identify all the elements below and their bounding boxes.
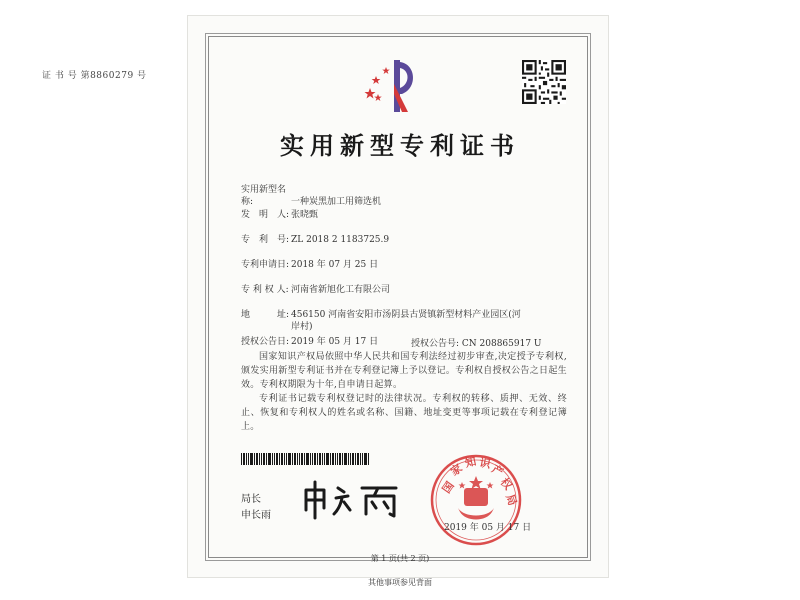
signatory-title: 局长 — [241, 494, 261, 505]
field-value: 张晓甄 — [291, 210, 319, 220]
barcode-icon — [241, 453, 369, 465]
field-address-label — [241, 309, 291, 321]
field-value: 2019 年 05 月 17 日 — [291, 337, 379, 347]
seal-character: 知 — [463, 454, 478, 470]
seal-character: 产 — [489, 462, 506, 480]
field-value: ZL 2018 2 1183725.9 — [291, 235, 390, 245]
field-label: 授权公告日: — [241, 337, 290, 347]
field-label: 地 址: — [241, 310, 290, 320]
seal-date: 2019 年 05 月 17 日 — [444, 523, 532, 533]
field-value: 一种炭黑加工用筛选机 — [291, 197, 382, 207]
field-grant-date — [241, 336, 378, 348]
field-value: 2018 年 07 月 25 日 — [291, 260, 379, 270]
official-seal-icon — [428, 452, 524, 548]
footer-note: 其他事项参见背面 — [368, 578, 432, 587]
certificate-number: 证 书 号 第8860279 号 — [42, 71, 147, 81]
field-label: 实用新型名称: — [241, 185, 287, 207]
seal-character: 识 — [478, 456, 492, 471]
field-patent-number — [241, 234, 389, 246]
certificate-title: 实用新型专利证书 — [280, 131, 520, 160]
seal-character: 家 — [448, 461, 465, 479]
publication-number: 授权公告号: CN 208865917 U — [411, 339, 542, 349]
field-label: 发 明 人: — [241, 210, 290, 220]
page-number: 第 1 页(共 2 页) — [370, 554, 430, 563]
seal-character: 国 — [439, 479, 457, 496]
field-label: 专 利 权 人: — [241, 285, 289, 295]
field-label: 专 利 号: — [241, 235, 290, 245]
field-inventor — [241, 209, 318, 221]
signatory-name: 申长雨 — [241, 510, 271, 521]
field-label: 专利申请日: — [241, 260, 290, 270]
field-address-value: 456150 河南省安阳市汤阴县古贤镇新型材料产业园区(河岸村) — [291, 310, 521, 332]
qr-code-icon — [522, 60, 566, 104]
field-utility-model-name — [241, 184, 381, 208]
statement-paragraph-1: 国家知识产权局依照中华人民共和国专利法经过初步审查,决定授予专利权,颁发实用新型专利证书并在专利登记簿上予以登记。专利权自授权公告之日起生效。专利权期限为十年,自申请日起算。 — [241, 352, 567, 390]
statement-paragraph-2: 专利证书记载专利权登记时的法律状况。专利权的转移、质押、无效、终止、恢复和专利权人的姓名或名称、国籍、地址变更等事项记载在专利登记簿上。 — [241, 394, 567, 432]
handwritten-signature — [300, 480, 404, 520]
field-patentee — [241, 284, 390, 296]
field-value: 河南省新旭化工有限公司 — [291, 285, 391, 295]
seal-character: 局 — [503, 492, 520, 508]
seal-character: 权 — [497, 475, 515, 493]
patent-office-logo-icon — [364, 54, 420, 118]
field-application-date — [241, 259, 378, 271]
